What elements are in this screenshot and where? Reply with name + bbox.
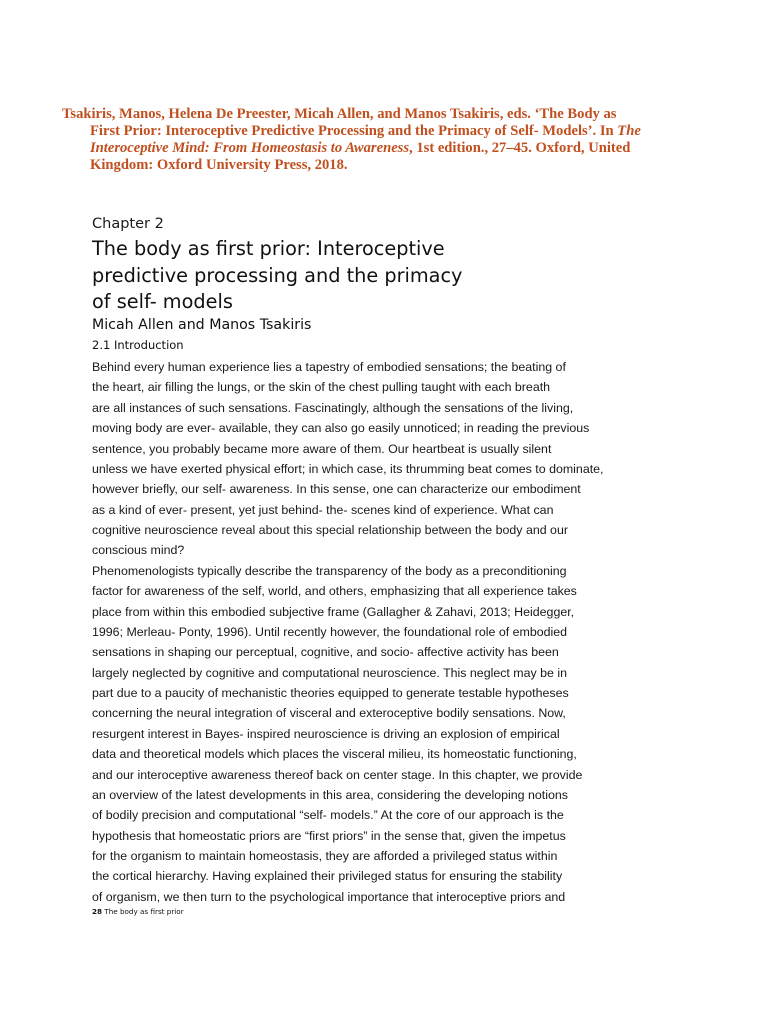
page-footer [92, 907, 184, 916]
citation-line [62, 157, 702, 174]
body-text-line: and our interoceptive awareness thereof back on center stage. In this chapter, we provide [92, 767, 583, 782]
page-number: 28 [92, 907, 103, 916]
citation-line [62, 140, 702, 157]
body-text-line: of organism, we then turn to the psychological importance that interoceptive priors and [92, 889, 566, 904]
body-text [92, 357, 603, 907]
body-text-line: concerning the neural integration of visceral and exteroceptive bodily sensations. Now, [92, 706, 566, 721]
body-text-line: largely neglected by cognitive and computational neuroscience. This neglect may be in [92, 665, 568, 680]
body-text-line: part due to a paucity of mechanistic theories equipped to generate testable hypotheses [92, 686, 569, 700]
citation-book-title: The [617, 123, 641, 139]
body-text-line: an overview of the latest developments in this area, considering the developing notions [92, 787, 568, 802]
body-text-line: are all instances of such sensations. Fascinatingly, although the sensations of the living, [92, 400, 574, 415]
section-heading: 2.1 Introduction [92, 338, 184, 352]
running-title: The body as first prior [104, 907, 184, 916]
citation-line [62, 106, 702, 123]
body-text-line: Behind every human experience lies a tapestry of embodied sensations; the beating of [92, 360, 566, 374]
body-text-line: resurgent interest in Bayes- inspired neuroscience is driving an explosion of empirical [92, 726, 560, 741]
citation-text: Tsakiris, Manos, Helena De Preester, Micah Allen, and Manos Tsakiris, eds. ‘The Body as [62, 106, 617, 122]
body-text-line: the heart, air filling the lungs, or the skin of the chest pulling taught with each breath [92, 380, 551, 395]
citation-text: First Prior: Interoceptive Predictive Processing and the Primacy of Self- Models’. In [90, 123, 618, 139]
body-text-line: hypothesis that homeostatic priors are “first priors” in the sense that, given the impetus [92, 828, 566, 843]
body-text-line: sentence, you probably became more aware of them. Our heartbeat is usually silent [92, 441, 552, 456]
body-text-line: however briefly, our self- awareness. In this sense, one can characterize our embodiment [92, 482, 581, 497]
body-text-line: of bodily precision and computational “self- models.” At the core of our approach is the [92, 808, 564, 823]
citation-book-title: Interoceptive Mind: From Homeostasis to Awareness [90, 140, 410, 156]
body-text-line: 1996; Merleau- Ponty, 1996). Until recently however, the foundational role of embodied [92, 624, 568, 639]
chapter-title-line: The body as first prior: Interoceptive [92, 237, 445, 260]
body-text-line: the cortical hierarchy. Having explained their privileged status for ensuring the stability [92, 869, 563, 884]
body-text-line: conscious mind? [92, 543, 185, 558]
body-text-line: for the organism to maintain homeostasis, they are afforded a privileged status within [92, 849, 558, 863]
citation-reference [62, 106, 702, 174]
chapter-title-line: predictive processing and the primacy [92, 263, 463, 287]
body-text-line: moving body are ever- available, they can also go easily unnoticed; in reading the previous [92, 421, 590, 436]
body-text-line: Phenomenologists typically describe the transparency of the body as a preconditioning [92, 563, 567, 578]
chapter-authors: Micah Allen and Manos Tsakiris [92, 317, 312, 333]
chapter-title-line: of self- models [92, 290, 233, 313]
citation-line [62, 123, 702, 140]
body-text-line: sensations in shaping our perceptual, cognitive, and socio- affective activity has been [92, 645, 559, 660]
body-text-line: unless we have exerted physical effort; in which case, its thrumming beat comes to dominate, [92, 461, 604, 476]
citation-text: , 1st edition., 27–45. Oxford, United [409, 140, 631, 156]
chapter-title [92, 236, 462, 316]
citation-text: Kingdom: Oxford University Press, 2018. [90, 157, 348, 173]
body-text-line: place from within this embodied subjective frame (Gallagher & Zahavi, 2013; Heidegger, [92, 604, 575, 619]
chapter-label: Chapter 2 [92, 216, 164, 232]
body-text-line: cognitive neuroscience reveal about this special relationship between the body and our [92, 523, 568, 537]
body-text-line: data and theoretical models which places the visceral milieu, its homeostatic functioning, [92, 747, 577, 762]
body-text-line: as a kind of ever- present, yet just behind- the- scenes kind of experience. What can [92, 502, 554, 517]
body-text-line: factor for awareness of the self, world, and others, emphasizing that all experience takes [92, 584, 577, 599]
